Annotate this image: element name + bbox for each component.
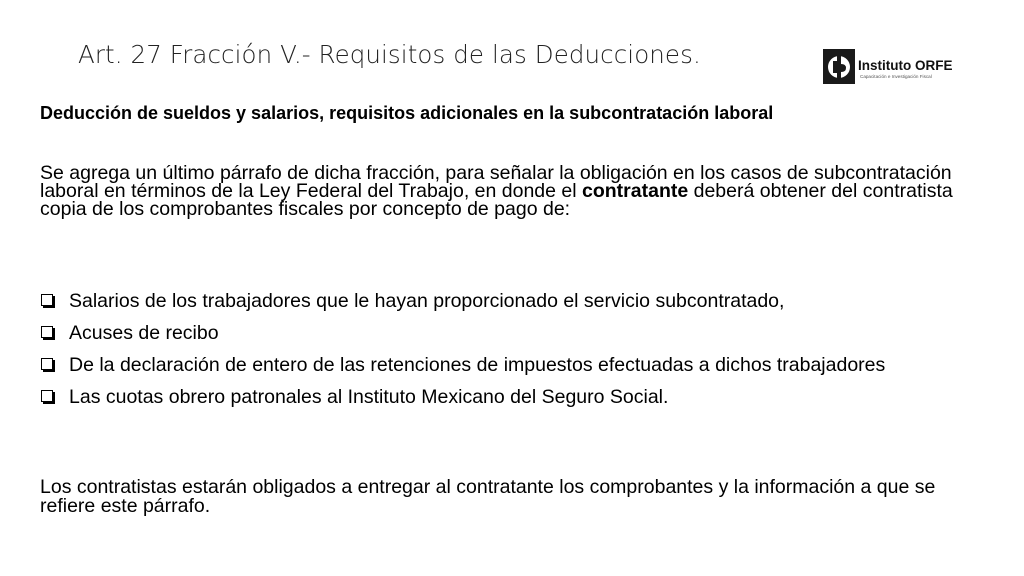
institute-logo: [822, 48, 982, 88]
requirements-list: [40, 292, 990, 407]
checkbox-icon: [41, 294, 53, 306]
list-item: [40, 292, 990, 311]
paragraph-intro-part2: deberá obtener del contratista copia de los comprobantes fiscales por concepto de pago de:: [40, 180, 953, 220]
paragraph-intro: [40, 164, 990, 218]
paragraph-intro-part1: Se agrega un último párrafo de dicha fracción, para señalar la obligación en los casos de subcontratación laboral en términos de la Ley Federal del Trabajo, en donde el: [40, 162, 952, 202]
checkbox-icon: [41, 326, 53, 338]
paragraph-intro-bold: contratante: [582, 180, 689, 202]
logo-tagline: Capacitación e Investigación Fiscal: [860, 74, 932, 79]
subtitle: Deducción de sueldos y salarios, requisitos adicionales en la subcontratación laboral: [40, 103, 774, 123]
list-item: [40, 356, 990, 375]
checkbox-icon: [41, 390, 53, 402]
list-item: [40, 324, 990, 343]
list-item-text: Las cuotas obrero patronales al Instituto Mexicano del Seguro Social.: [69, 386, 669, 408]
slide-title: Art. 27 Fracción V.- Requisitos de las Deducciones.: [78, 40, 701, 69]
logo-name: Instituto ORFE: [858, 58, 953, 73]
checkbox-icon: [41, 358, 53, 370]
list-item-text: Acuses de recibo: [69, 322, 219, 344]
list-item: [40, 388, 990, 407]
orfe-logo-icon: [822, 48, 856, 85]
paragraph-closing: Los contratistas estarán obligados a entregar al contratante los comprobantes y la información a que se refiere este párrafo.: [40, 476, 936, 517]
list-item-text: Salarios de los trabajadores que le hayan proporcionado el servicio subcontratado,: [69, 290, 785, 312]
list-item-text: De la declaración de entero de las retenciones de impuestos efectuadas a dichos trabajadores: [69, 354, 886, 376]
